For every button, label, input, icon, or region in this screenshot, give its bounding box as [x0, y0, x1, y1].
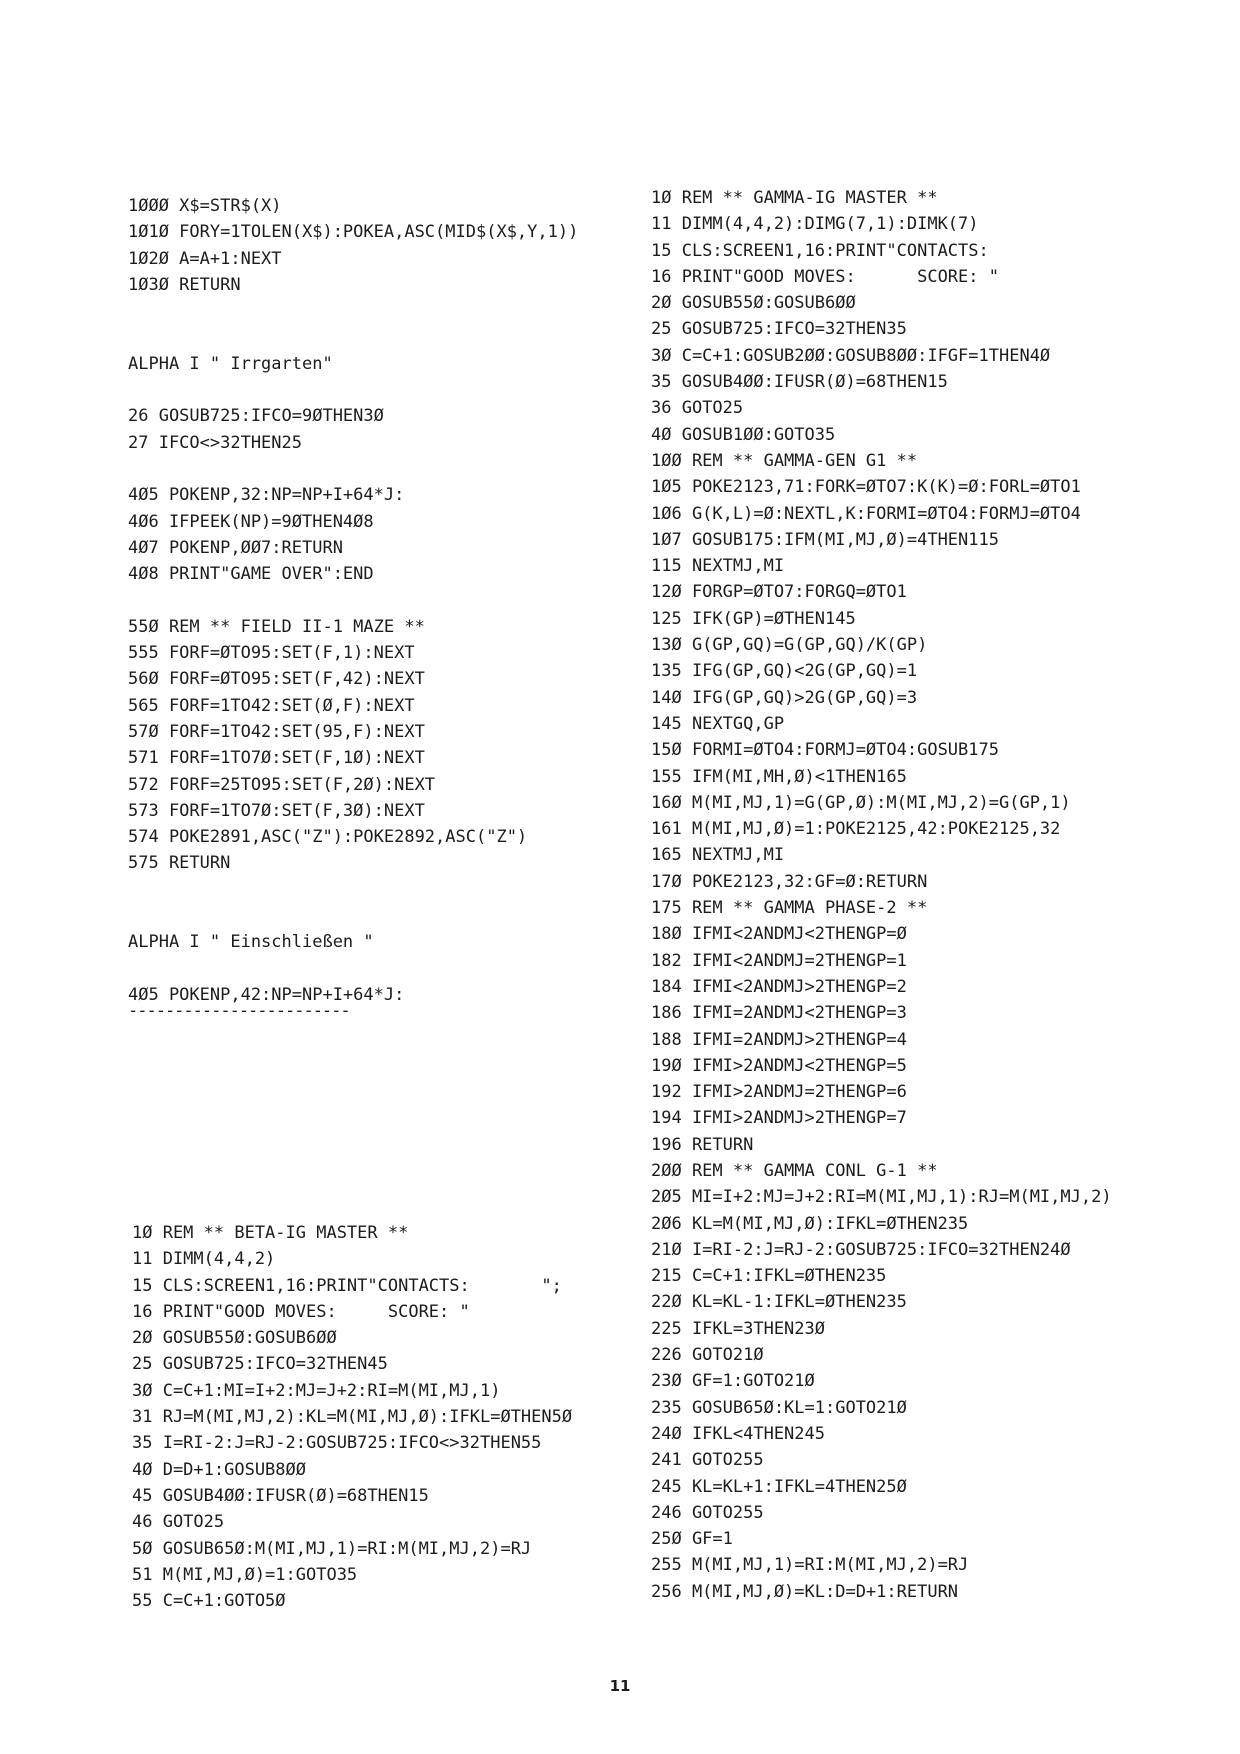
blank-line — [128, 903, 578, 929]
code-line: 1Ø REM ** BETA-IG MASTER ** — [132, 1223, 409, 1243]
code-line: 1Ø REM ** GAMMA-IG MASTER ** — [651, 188, 938, 208]
code-line: 17Ø POKE2123,32:GF=Ø:RETURN — [651, 871, 928, 892]
code-line: 21Ø I=RI-2:J=RJ-2:GOSUB725:IFCO=32THEN24Ø — [651, 1239, 1071, 1260]
code-line: 184 IFMI<2ANDMJ>2THENGP=2 — [651, 976, 907, 997]
code-line: 573 FORF=1TO7Ø:SET(F,3Ø):NEXT — [128, 800, 425, 821]
code-line: 225 IFKL=3THEN23Ø — [651, 1318, 825, 1339]
code-line: 155 IFM(MI,MH,Ø)<1THEN165 — [651, 766, 907, 787]
code-line: 14Ø IFG(GP,GQ)>2G(GP,GQ)=3 — [651, 687, 918, 708]
code-line: 55Ø REM ** FIELD II-1 MAZE ** — [128, 616, 425, 637]
code-line: 3Ø C=C+1:GOSUB2ØØ:GOSUB8ØØ:IFGF=1THEN4Ø — [651, 345, 1051, 366]
code-line: 27 IFCO<>32THEN25 — [128, 432, 302, 453]
code-line: 161 M(MI,MJ,Ø)=1:POKE2125,42:POKE2125,32 — [651, 819, 1061, 840]
code-line: 1ØØØ X$=STR$(X) — [128, 196, 282, 216]
code-line: 2ØØ REM ** GAMMA CONL G-1 ** — [651, 1160, 938, 1181]
code-line: 19Ø IFMI>2ANDMJ<2THENGP=5 — [651, 1055, 907, 1076]
code-line: 4Ø8 PRINT"GAME OVER":END — [128, 564, 374, 585]
code-line: 571 FORF=1TO7Ø:SET(F,1Ø):NEXT — [128, 748, 425, 769]
code-line: 12Ø FORGP=ØTO7:FORGQ=ØTO1 — [651, 582, 907, 603]
code-line: 226 GOTO21Ø — [651, 1345, 764, 1366]
code-line: ALPHA I " Irrgarten" — [128, 353, 333, 374]
code-line: 36 GOTO25 — [651, 398, 744, 419]
code-line: 16 PRINT"GOOD MOVES: SCORE: " — [651, 266, 999, 287]
code-line: 51 M(MI,MJ,Ø)=1:GOTO35 — [132, 1564, 358, 1585]
code-line: 4Ø D=D+1:GOSUB8ØØ — [132, 1459, 306, 1480]
code-line: 182 IFMI<2ANDMJ=2THENGP=1 — [651, 950, 907, 971]
listing-gamma-ig-master — [651, 185, 1112, 1605]
code-line: 555 FORF=ØTO95:SET(F,1):NEXT — [128, 643, 415, 664]
code-line: 1Ø2Ø A=A+1:NEXT — [128, 248, 282, 269]
code-line: 25 GOSUB725:IFCO=32THEN45 — [132, 1354, 388, 1375]
code-line: 5Ø GOSUB65Ø:M(MI,MJ,1)=RI:M(MI,MJ,2)=RJ — [132, 1538, 532, 1559]
code-line: 255 M(MI,MJ,1)=RI:M(MI,MJ,2)=RJ — [651, 1555, 969, 1576]
code-line: 11 DIMM(4,4,2):DIMG(7,1):DIMK(7) — [651, 214, 979, 235]
code-line: 188 IFMI=2ANDMJ>2THENGP=4 — [651, 1029, 907, 1050]
code-line: 575 RETURN — [128, 853, 231, 874]
code-line: 245 KL=KL+1:IFKL=4THEN25Ø — [651, 1476, 907, 1497]
code-line: 2Ø GOSUB55Ø:GOSUB6ØØ — [651, 293, 856, 314]
code-line: 196 RETURN — [651, 1134, 754, 1155]
code-line: 125 IFK(GP)=ØTHEN145 — [651, 608, 856, 629]
code-line: 18Ø IFMI<2ANDMJ<2THENGP=Ø — [651, 924, 907, 945]
blank-line — [128, 877, 578, 903]
code-line: 572 FORF=25TO95:SET(F,2Ø):NEXT — [128, 774, 436, 795]
code-line: 24Ø IFKL<4THEN245 — [651, 1423, 825, 1444]
underline-rule: ------------------------ — [128, 1001, 350, 1022]
code-line: 241 GOTO255 — [651, 1450, 764, 1471]
code-line: 15Ø FORMI=ØTO4:FORMJ=ØTO4:GOSUB175 — [651, 740, 999, 761]
blank-line — [128, 298, 578, 324]
code-line: 1Ø6 G(K,L)=Ø:NEXTL,K:FORMI=ØTO4:FORMJ=ØTO4 — [651, 503, 1081, 524]
code-line: 16Ø M(MI,MJ,1)=G(GP,Ø):M(MI,MJ,2)=G(GP,1) — [651, 792, 1071, 813]
code-line: 145 NEXTGQ,GP — [651, 713, 785, 734]
code-line: 3Ø C=C+1:MI=I+2:MJ=J+2:RI=M(MI,MJ,1) — [132, 1380, 501, 1401]
code-line: 15 CLS:SCREEN1,16:PRINT"CONTACTS: — [651, 240, 989, 261]
code-line: 2Ø GOSUB55Ø:GOSUB6ØØ — [132, 1328, 337, 1349]
code-line: 35 I=RI-2:J=RJ-2:GOSUB725:IFCO<>32THEN55 — [132, 1433, 542, 1454]
code-line: 4Ø6 IFPEEK(NP)=9ØTHEN4Ø8 — [128, 511, 374, 532]
code-line: 16 PRINT"GOOD MOVES: SCORE: " — [132, 1301, 470, 1322]
code-line: 23Ø GF=1:GOTO21Ø — [651, 1371, 815, 1392]
code-line: 4Ø7 POKENP,ØØ7:RETURN — [128, 537, 343, 558]
code-line: 13Ø G(GP,GQ)=G(GP,GQ)/K(GP) — [651, 635, 928, 656]
blank-line — [128, 456, 578, 482]
blank-line — [128, 324, 578, 350]
code-line: 2Ø6 KL=M(MI,MJ,Ø):IFKL=ØTHEN235 — [651, 1213, 969, 1234]
code-line: 115 NEXTMJ,MI — [651, 556, 785, 577]
code-line: 1ØØ REM ** GAMMA-GEN G1 ** — [651, 450, 918, 471]
code-line: 215 C=C+1:IFKL=ØTHEN235 — [651, 1266, 887, 1287]
listing-beta-ig-master — [132, 1220, 572, 1614]
code-line: 56Ø FORF=ØTO95:SET(F,42):NEXT — [128, 669, 425, 690]
code-line: 22Ø KL=KL-1:IFKL=ØTHEN235 — [651, 1292, 907, 1313]
code-line: 4Ø5 POKENP,42:NP=NP+I+64*J: — [128, 984, 405, 1005]
page-number: 11 — [609, 1677, 631, 1695]
code-line: 15 CLS:SCREEN1,16:PRINT"CONTACTS: "; — [132, 1275, 562, 1296]
code-line: 192 IFMI>2ANDMJ=2THENGP=6 — [651, 1082, 907, 1103]
code-line: 135 IFG(GP,GQ)<2G(GP,GQ)=1 — [651, 661, 918, 682]
code-line: 55 C=C+1:GOTO5Ø — [132, 1591, 286, 1612]
code-line: 11 DIMM(4,4,2) — [132, 1249, 276, 1270]
code-line: 45 GOSUB4ØØ:IFUSR(Ø)=68THEN15 — [132, 1485, 429, 1506]
code-line: 4Ø5 POKENP,32:NP=NP+I+64*J: — [128, 485, 405, 506]
code-line: ALPHA I " Einschließen " — [128, 932, 374, 953]
blank-line — [128, 377, 578, 403]
code-line: 1Ø7 GOSUB175:IFM(MI,MJ,Ø)=4THEN115 — [651, 529, 999, 550]
code-line: 1Ø1Ø FORY=1TOLEN(X$):POKEA,ASC(MID$(X$,Y,1)) — [128, 222, 579, 243]
code-line: 46 GOTO25 — [132, 1512, 225, 1533]
code-line: 57Ø FORF=1TO42:SET(95,F):NEXT — [128, 721, 425, 742]
code-line: 26 GOSUB725:IFCO=9ØTHEN3Ø — [128, 406, 384, 427]
code-line: 246 GOTO255 — [651, 1502, 764, 1523]
code-line: 4Ø GOSUB1ØØ:GOTO35 — [651, 424, 836, 445]
code-line: 31 RJ=M(MI,MJ,2):KL=M(MI,MJ,Ø):IFKL=ØTHEN5Ø — [132, 1407, 573, 1428]
code-line: 256 M(MI,MJ,Ø)=KL:D=D+1:RETURN — [651, 1581, 959, 1602]
blank-line — [128, 587, 578, 613]
blank-line — [128, 956, 578, 982]
code-line: 565 FORF=1TO42:SET(Ø,F):NEXT — [128, 695, 415, 716]
code-line: 175 REM ** GAMMA PHASE-2 ** — [651, 898, 928, 919]
code-line: 1Ø3Ø RETURN — [128, 274, 241, 295]
listing-left-top — [128, 193, 578, 1025]
code-line: 574 POKE2891,ASC("Z"):POKE2892,ASC("Z") — [128, 827, 528, 848]
code-line: 25Ø GF=1 — [651, 1529, 733, 1550]
code-line: 194 IFMI>2ANDMJ>2THENGP=7 — [651, 1108, 907, 1129]
code-line: 235 GOSUB65Ø:KL=1:GOTO21Ø — [651, 1397, 907, 1418]
code-line: 165 NEXTMJ,MI — [651, 845, 785, 866]
code-line: 25 GOSUB725:IFCO=32THEN35 — [651, 319, 907, 340]
code-line: 2Ø5 MI=I+2:MJ=J+2:RI=M(MI,MJ,1):RJ=M(MI,MJ,2) — [651, 1187, 1112, 1208]
code-line: 186 IFMI=2ANDMJ<2THENGP=3 — [651, 1003, 907, 1024]
code-line: 1Ø5 POKE2123,71:FORK=ØTO7:K(K)=Ø:FORL=ØTO1 — [651, 477, 1081, 498]
code-line: 35 GOSUB4ØØ:IFUSR(Ø)=68THEN15 — [651, 372, 948, 393]
